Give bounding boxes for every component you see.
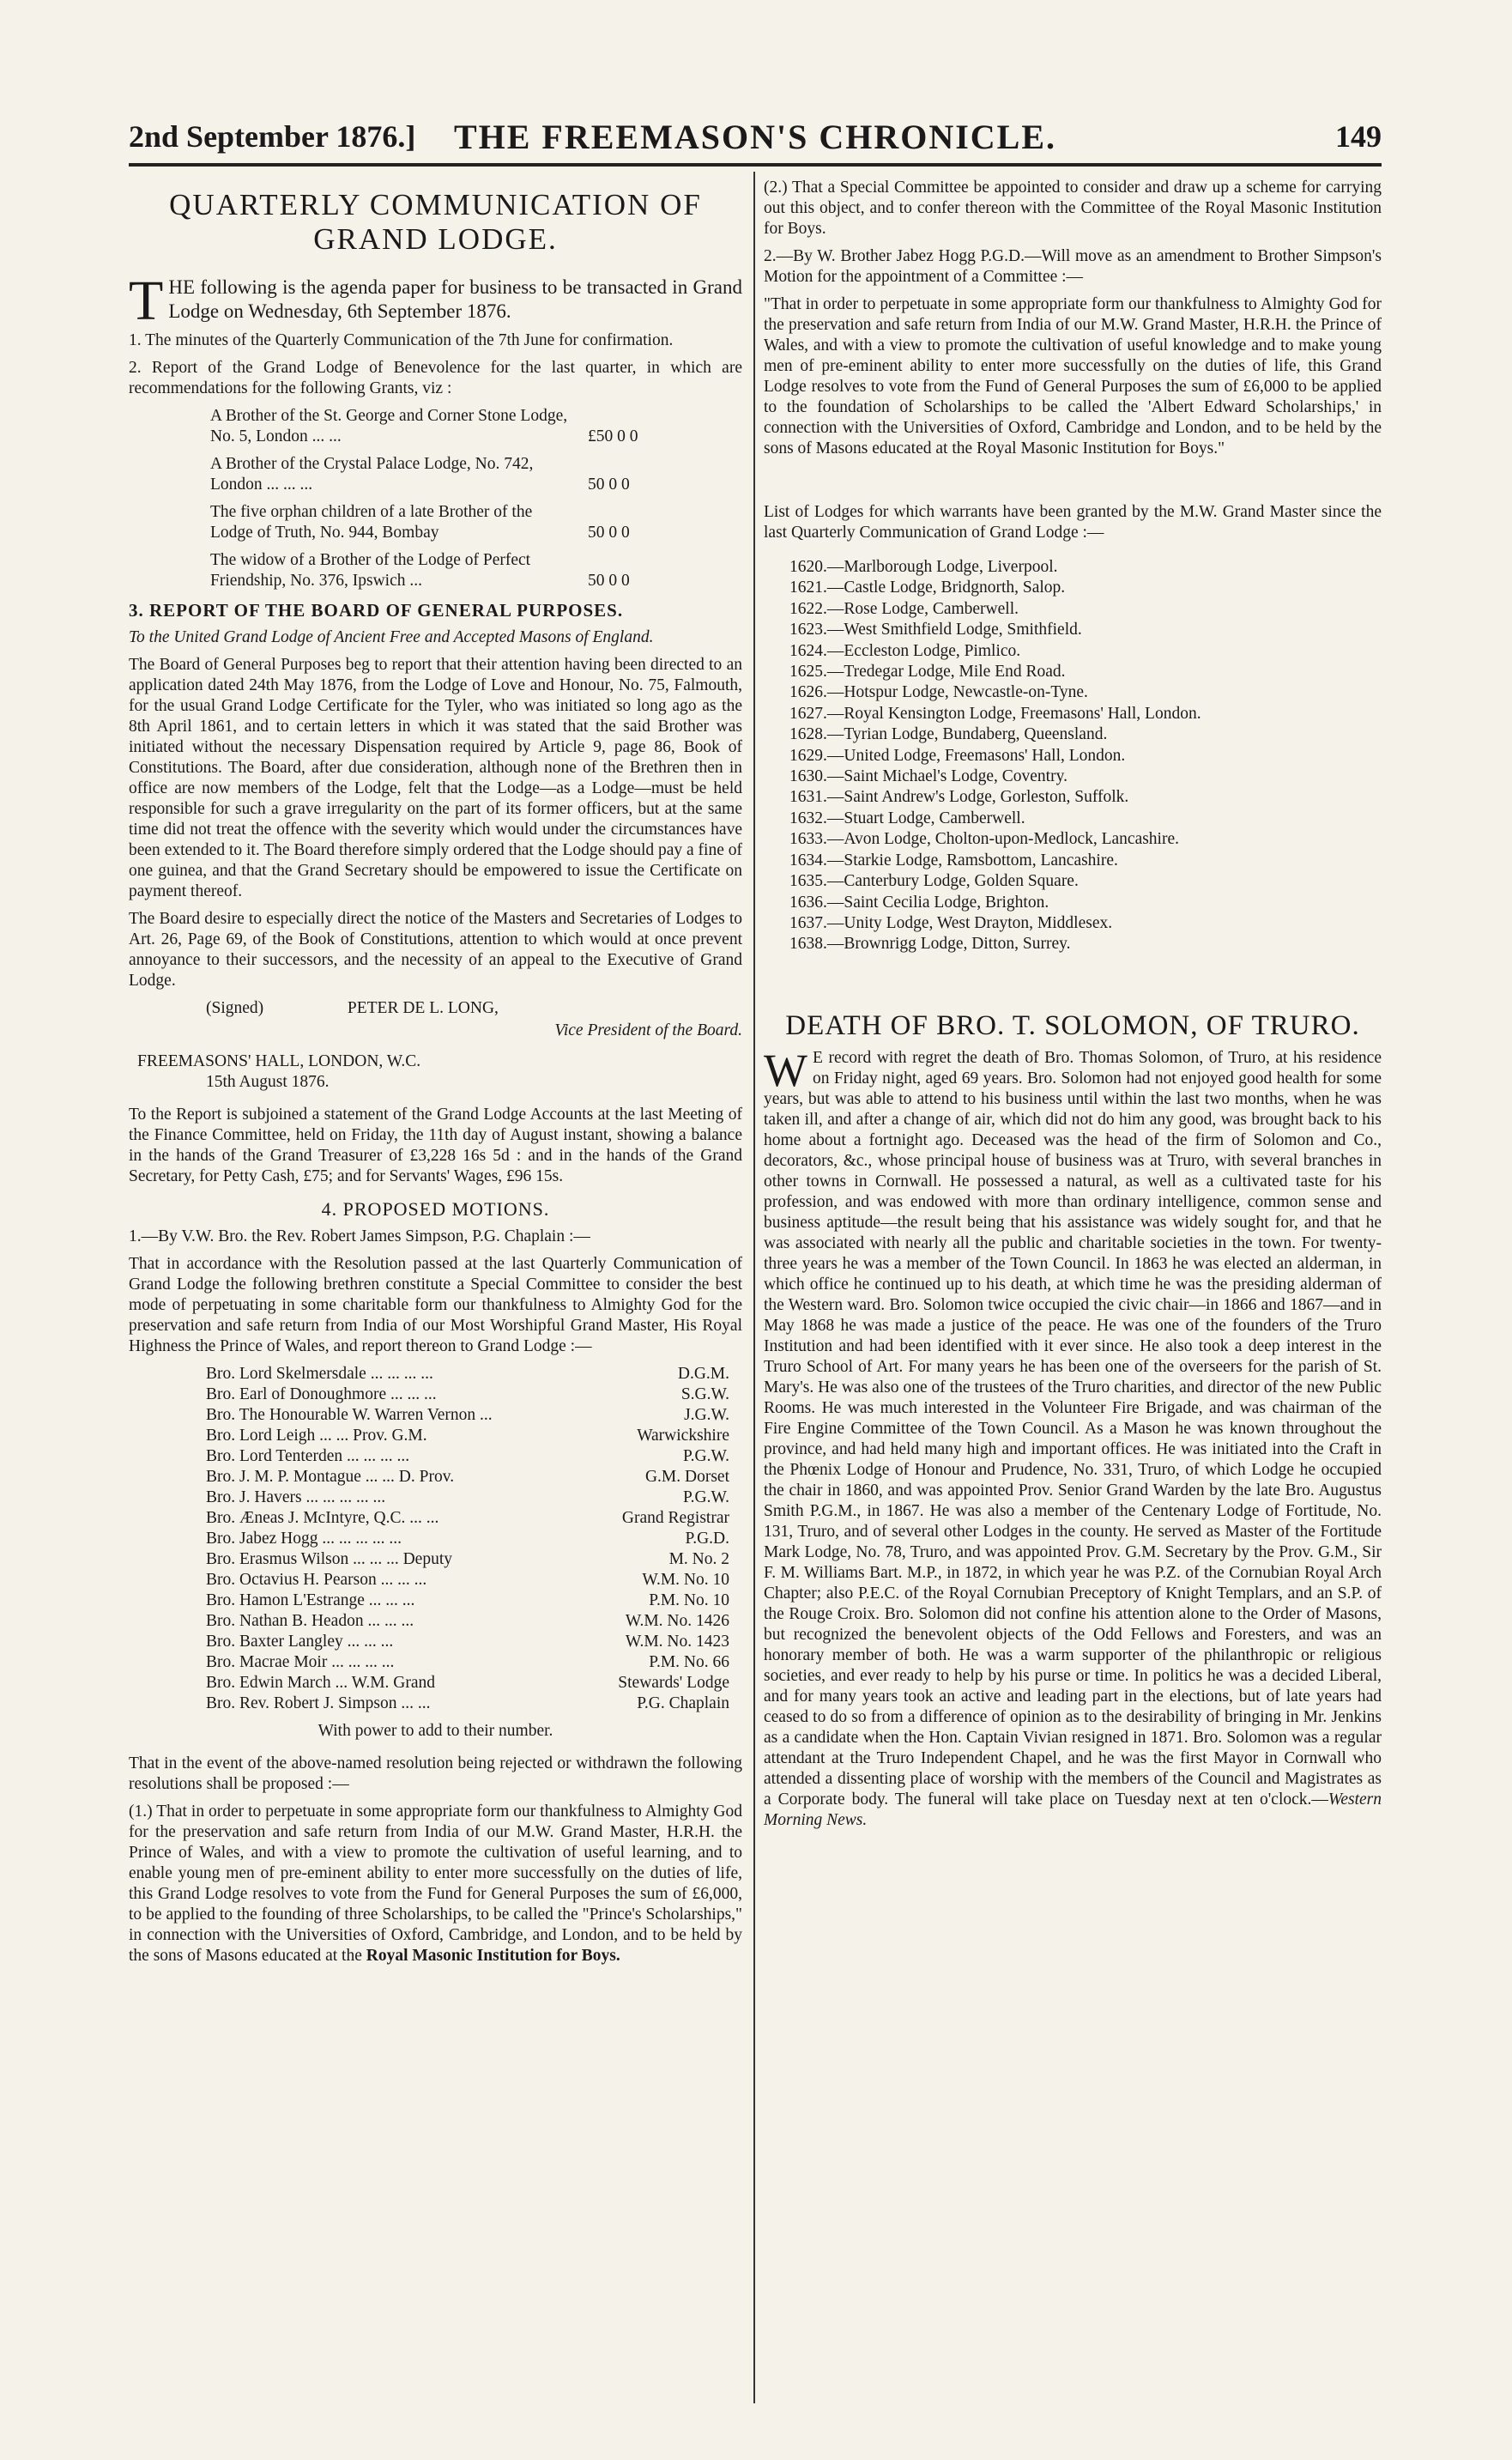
alternative-resolution-1 bbox=[129, 1802, 742, 1966]
committee-member bbox=[206, 1488, 742, 1508]
lodge-entry: 1624.—Eccleston Lodge, Pimlico. bbox=[789, 641, 1021, 660]
hall-date: 15th August 1876. bbox=[206, 1073, 330, 1091]
section-heading-motions: 4. PROPOSED MOTIONS. bbox=[321, 1198, 550, 1220]
committee-member bbox=[206, 1673, 742, 1694]
member-name: Bro. Hamon L'Estrange ... ... ... bbox=[206, 1591, 415, 1609]
lodge-entry: 1632.—Stuart Lodge, Camberwell. bbox=[789, 809, 1025, 827]
committee-member bbox=[206, 1529, 742, 1549]
lodge-entry: 1627.—Royal Kensington Lodge, Freemasons' Hall, London. bbox=[789, 704, 1201, 723]
report-paragraph-3: To the Report is subjoined a statement of the Grand Lodge Accounts at the last Meeting of the Finance Committee, held on Friday, the 11th day of August instant, showing a balance in the hands of the Grand Treasurer of £3,228 16s 5d : and in the hands of the Grand Secretary, for Petty Cash, £75; and for Servants' Wages, £96 15s. bbox=[129, 1106, 742, 1185]
grant-amount: £50 0 0 bbox=[588, 427, 638, 445]
lodge-entry: 1631.—Saint Andrew's Lodge, Gorleston, Suffolk. bbox=[789, 788, 1129, 807]
lodge-entry: 1628.—Tyrian Lodge, Bundaberg, Queensland. bbox=[789, 725, 1108, 744]
committee-list bbox=[206, 1364, 742, 1714]
lodge-entry: 1635.—Canterbury Lodge, Golden Square. bbox=[789, 872, 1079, 891]
lodge-entry: 1638.—Brownrigg Lodge, Ditton, Surrey. bbox=[789, 935, 1071, 954]
masthead bbox=[129, 112, 1382, 163]
lodge-entry: 1637.—Unity Lodge, West Drayton, Middlesex. bbox=[789, 913, 1113, 932]
signed-name: PETER DE L. LONG, bbox=[347, 999, 499, 1017]
lodge-entry: 1629.—United Lodge, Freemasons' Hall, London. bbox=[789, 746, 1126, 765]
committee-member bbox=[206, 1508, 742, 1529]
signed-title: Vice President of the Board. bbox=[554, 1021, 742, 1039]
grant-amount: 50 0 0 bbox=[588, 572, 630, 590]
page-number: 149 bbox=[1335, 119, 1382, 154]
grant-description: The widow of a Brother of the Lodge of Perfect Friendship, No. 376, Ipswich ... bbox=[210, 551, 531, 590]
lodge-entry: 1633.—Avon Lodge, Cholton-upon-Medlock, Lancashire. bbox=[789, 830, 1180, 849]
report-paragraph-1: The Board of General Purposes beg to report that their attention having been directed to an application dated 24th May 1876, from the Lodge of Love and Honour, No. 75, Falmouth, for the usual Grand Lodge Certificate for the Tyler, who was initiated so long ago as the 8th April 1861, and to certain letters in which it was stated that the said Brother was initiated without the necessary Dispensation required by Article 9, page 86, Book of Constitutions. The Board, after due consideration, although none of the Brethren then in office are now members of the Lodge, felt that the Lodge—as a Lodge—must be held responsible for such a grave irregularity on the part of its former officers, but at the same time did not treat the offence with the severity which would under the circumstances have been extended to it. The Board therefore simply ordered that the Lodge should pay a fine of one guinea, and that the Grand Secretary should be empowered to issue the Certificate on payment thereof. bbox=[129, 656, 742, 900]
lodge-entry: 1625.—Tredegar Lodge, Mile End Road. bbox=[789, 663, 1066, 682]
motion-1: 1.—By V.W. Bro. the Rev. Robert James Simpson, P.G. Chaplain :— bbox=[129, 1227, 590, 1245]
intro-text: HE following is the agenda paper for business to be transacted in Grand Lodge on Wednesday, 6th September 1876. bbox=[168, 276, 742, 322]
committee-member bbox=[206, 1549, 742, 1570]
lodge-entry: 1621.—Castle Lodge, Bridgnorth, Salop. bbox=[789, 579, 1066, 597]
member-name: Bro. Macrae Moir ... ... ... ... bbox=[206, 1653, 395, 1671]
issue-date: 2nd September 1876.] bbox=[129, 119, 416, 154]
member-office: M. No. 2 bbox=[668, 1550, 729, 1568]
member-name: Bro. Erasmus Wilson ... ... ... Deputy bbox=[206, 1550, 453, 1568]
member-office: P.M. No. 66 bbox=[649, 1653, 729, 1671]
obituary-dropcap: W bbox=[764, 1044, 807, 1096]
report-paragraph-2: The Board desire to especially direct the notice of the Masters and Secretaries of Lodges to Art. 26, Page 69, of the Book of Constitutions, attention to which would at once prevent annoyance to their successors, and the necessity of an appeal to the Executive of Grand Lodge. bbox=[129, 910, 742, 990]
committee-member bbox=[206, 1446, 742, 1467]
lodge-entry: 1636.—Saint Cecilia Lodge, Brighton. bbox=[789, 893, 1049, 912]
member-office: W.M. No. 1423 bbox=[625, 1633, 729, 1651]
member-office: P.M. No. 10 bbox=[649, 1591, 729, 1609]
resolution-1-text: (1.) That in order to perpetuate in some appropriate form our thankfulness to Almighty God for the preservation and safe return from India of our M.W. Grand Master, H.R.H. the Prince of Wales, and with a view to promote the cultivation of useful learning, and to enable young men of pre-eminent ability to enter more successfully on the duties of life, this Grand Lodge resolves to vote from the Fund for General Purposes the sum of £6,000, to be applied to the founding of three Scholarships, to be called the "Prince's Scholarships," in connection with the Universities of Oxford, Cambridge, and London, and to be held by the sons of Masons educated at the bbox=[129, 1803, 742, 1965]
committee-member bbox=[206, 1385, 742, 1405]
member-name: Bro. The Honourable W. Warren Vernon ... bbox=[206, 1406, 493, 1424]
agenda-item-1: 1. The minutes of the Quarterly Communication of the 7th June for confirmation. bbox=[129, 331, 674, 349]
with-power-note: With power to add to their number. bbox=[318, 1722, 553, 1740]
section-heading-report: 3. REPORT OF THE BOARD OF GENERAL PURPOSES. bbox=[129, 600, 624, 621]
lodge-entry: 1630.—Saint Michael's Lodge, Coventry. bbox=[789, 767, 1067, 786]
member-name: Bro. Edwin March ... W.M. Grand bbox=[206, 1674, 436, 1692]
motion-2: 2.—By W. Brother Jabez Hogg P.G.D.—Will move as an amendment to Brother Simpson's Motion for the appointment of a Committee :— bbox=[764, 247, 1382, 286]
masthead-rule bbox=[129, 163, 1382, 167]
motion-2-body: "That in order to perpetuate in some appropriate form our thankfulness to Almighty God for the preservation and safe return from India of our M.W. Grand Master, H.R.H. the Prince of Wales, and with a view to promote the cultivation of useful knowledge and to make young men of pre-eminent ability to enter more successfully on the duties of life, this Grand Lodge resolves to vote from the Fund of General Purposes the sum of £6,000 to be applied to the foundation of Scholarships to be called the 'Albert Edward Scholarships,' in connection with the Universities of Oxford, Cambridge and London, and to be held by the sons of Masons educated at the Royal Masonic Institution for Boys." bbox=[764, 295, 1382, 457]
obituary-body bbox=[764, 1044, 1382, 1831]
grant-description: A Brother of the Crystal Palace Lodge, No. 742, London ... ... ... bbox=[210, 455, 534, 494]
alternative-intro: That in the event of the above-named resolution being rejected or withdrawn the following resolutions shall be proposed :— bbox=[129, 1754, 742, 1793]
member-name: Bro. J. Havers ... ... ... ... ... bbox=[206, 1488, 386, 1506]
member-office: W.M. No. 1426 bbox=[625, 1612, 729, 1630]
alternative-resolution-2: (2.) That a Special Committee be appointed to consider and draw up a scheme for carrying out this object, and to confer thereon with the Committee of the Royal Masonic Institution for Boys. bbox=[764, 179, 1382, 238]
right-column bbox=[764, 176, 1382, 1838]
heading-line-2: GRAND LODGE. bbox=[313, 222, 558, 256]
column-divider bbox=[753, 172, 755, 2403]
signature-line bbox=[129, 998, 742, 1019]
member-office: P.G.D. bbox=[685, 1530, 729, 1548]
committee-member bbox=[206, 1694, 742, 1714]
lodge-entry: 1623.—West Smithfield Lodge, Smithfield. bbox=[789, 621, 1082, 639]
dropcap: T bbox=[129, 270, 164, 332]
member-name: Bro. Æneas J. McIntyre, Q.C. ... ... bbox=[206, 1509, 439, 1527]
article-heading-grand-lodge bbox=[129, 188, 742, 257]
left-column bbox=[129, 176, 742, 1973]
grant-amount: 50 0 0 bbox=[588, 476, 630, 494]
grant-row bbox=[129, 454, 742, 495]
heading-line-1: QUARTERLY COMMUNICATION OF bbox=[169, 188, 702, 221]
member-name: Bro. Earl of Donoughmore ... ... ... bbox=[206, 1385, 437, 1403]
member-office: J.G.W. bbox=[684, 1406, 729, 1424]
member-name: Bro. Lord Leigh ... ... Prov. G.M. bbox=[206, 1427, 427, 1445]
motion-1-body: That in accordance with the Resolution passed at the last Quarterly Communication of Grand Lodge the following brethren constitute a Special Committee to consider the best mode of perpetuating in some charitable form our thankfulness to Almighty God for the preservation and safe return from India of our Most Worshipful Grand Master, His Royal Highness the Prince of Wales, and report thereon to Grand Lodge :— bbox=[129, 1255, 742, 1355]
committee-member bbox=[206, 1364, 742, 1385]
member-office: P.G.W. bbox=[682, 1488, 729, 1506]
grant-amount: 50 0 0 bbox=[588, 524, 630, 542]
grant-description: The five orphan children of a late Brother of the Lodge of Truth, No. 944, Bombay bbox=[210, 503, 533, 542]
member-name: Bro. Jabez Hogg ... ... ... ... ... bbox=[206, 1530, 402, 1548]
signed-label: (Signed) bbox=[206, 999, 264, 1017]
article-heading-obituary: DEATH OF BRO. T. SOLOMON, OF TRURO. bbox=[785, 1009, 1360, 1041]
grant-description: A Brother of the St. George and Corner Stone Lodge, No. 5, London ... ... bbox=[210, 407, 568, 445]
member-name: Bro. Lord Skelmersdale ... ... ... ... bbox=[206, 1365, 433, 1383]
committee-member bbox=[206, 1632, 742, 1652]
member-name: Bro. Lord Tenterden ... ... ... ... bbox=[206, 1447, 410, 1465]
member-office: P.G.W. bbox=[682, 1447, 729, 1465]
member-name: Bro. Nathan B. Headon ... ... ... bbox=[206, 1612, 414, 1630]
member-name: Bro. J. M. P. Montague ... ... D. Prov. bbox=[206, 1468, 455, 1486]
lodge-entry: 1634.—Starkie Lodge, Ramsbottom, Lancashire. bbox=[789, 851, 1118, 869]
committee-member bbox=[206, 1611, 742, 1632]
publication-title: THE FREEMASON'S CHRONICLE. bbox=[453, 118, 1057, 156]
member-name: Bro. Rev. Robert J. Simpson ... ... bbox=[206, 1694, 431, 1712]
member-name: Bro. Octavius H. Pearson ... ... ... bbox=[206, 1571, 427, 1589]
committee-member bbox=[206, 1652, 742, 1673]
obituary-source: Western Morning News. bbox=[764, 1790, 1382, 1829]
member-office: Warwickshire bbox=[637, 1427, 729, 1445]
member-office: G.M. Dorset bbox=[644, 1468, 729, 1486]
obituary-text: E record with regret the death of Bro. Thomas Solomon, of Truro, at his residence on Friday night, aged 69 years. Bro. Solomon had not enjoyed good health for some years, but was able to attend to his business until within the last two months, when he was taken ill, and after a change of air, which did not do him any good, was brought back to his home about a fortnight ago. Deceased was the head of the firm of Solomon and Co., decorators, &c., whose principal house of business was at Truro, with several branches in other towns in Cornwall. He possessed a natural, as well as a cultivated taste for his profession, and was endowed with more than ordinary intelligence, common sense and business aptitude—the result being that his assistance was widely sought for, and that he was associated with nearly all the public and charitable societies in the town. For twenty-three years he was a member of the Town Council. In 1863 he was elected an alderman, in which office he continued up to his death, at which time he was the presiding alderman of the Western ward. Bro. Solomon twice occupied the civic chair—in 1866 and 1867—and in May 1868 he was made a justice of the peace. He was one of the founders of the Truro Institution and had been identified with it ever since. He also took a deep interest in the Truro School of Art. For many years he has been one of the overseers for the parish of St. Mary's. He was also one of the trustees of the Truro charities, and director of the new Public Rooms. He was much interested in the Volunteer Fire Brigade, and was chairman of the Fire Engine Committee of the Town Council. As a Mason he was known throughout the province, and had held many high and important offices. He was initiated into the Craft in the Phœnix Lodge of Honour and Prudence, No. 331, Truro, of which Lodge he occupied the chair in 1860, and was appointed Prov. Senior Grand Warden by the late Bro. Augustus Smith P.G.M., in 1867. He was also a member of the Centenary Lodge of Fortitude, No. 131, Truro, and of several other Lodges in the county. He served as Master of the Fortitude Mark Lodge, No. 78, Truro, and was appointed Prov. G.M. Secretary by the Prov. G.M., Sir F. M. Williams Bart. M.P., in 1872, in which year he was P.Z. of the Cornubian Royal Arch Chapter; also P.E.C. of the Royal Cornubian Preceptory of Knight Templars, and an S.P. of the Rouge Croix. Bro. Solomon did not confine his attention alone to the Order of Masons, but recognized the benevolent objects of the Odd Fellows and Foresters, and was an honorary member of both. He was a warm supporter of the philanthropic or religious societies, and ever ready to help by his purse or time. In politics he was a decided Liberal, and for many years took an active and leading part in the elections, but of late years had ceased to do so from a difference of opinion as to the desirability of bringing in Mr. Jenkins as a candidate when the Hon. Captain Vivian resigned in 1871. Bro. Solomon was a regular attendant at the Truro Independent Chapel, and he was the first Mayor in Cornwall who attended a dissenting place of worship with the members of the Council and Magistrates as a Corporate body. The funeral will take place on Tuesday next at ten o'clock.— bbox=[764, 1048, 1382, 1809]
resolution-1-end: Royal Masonic Institution for Boys. bbox=[366, 1947, 620, 1965]
committee-member bbox=[206, 1591, 742, 1611]
member-office: Stewards' Lodge bbox=[618, 1674, 729, 1692]
lodge-entry: 1626.—Hotspur Lodge, Newcastle-on-Tyne. bbox=[789, 683, 1088, 702]
member-office: P.G. Chaplain bbox=[637, 1694, 729, 1712]
intro-paragraph bbox=[129, 270, 742, 332]
member-office: S.G.W. bbox=[680, 1385, 729, 1403]
lodge-entry: 1620.—Marlborough Lodge, Liverpool. bbox=[789, 558, 1058, 576]
committee-member bbox=[206, 1405, 742, 1426]
member-office: D.G.M. bbox=[677, 1365, 729, 1383]
committee-member bbox=[206, 1467, 742, 1488]
report-address: To the United Grand Lodge of Ancient Free and Accepted Masons of England. bbox=[129, 628, 654, 646]
lodge-entry: 1622.—Rose Lodge, Camberwell. bbox=[789, 599, 1019, 618]
agenda-item-2: 2. Report of the Grand Lodge of Benevolence for the last quarter, in which are recommendations for the following Grants, viz : bbox=[129, 359, 742, 397]
member-name: Bro. Baxter Langley ... ... ... bbox=[206, 1633, 394, 1651]
grant-row bbox=[129, 406, 742, 447]
member-office: Grand Registrar bbox=[621, 1509, 729, 1527]
grant-row bbox=[129, 502, 742, 543]
committee-member bbox=[206, 1570, 742, 1591]
grant-row bbox=[129, 550, 742, 591]
warrants-intro: List of Lodges for which warrants have been granted by the M.W. Grand Master since the last Quarterly Communication of Grand Lodge :— bbox=[764, 503, 1382, 542]
hall-address: FREEMASONS' HALL, LONDON, W.C. bbox=[137, 1052, 421, 1070]
member-office: W.M. No. 10 bbox=[642, 1571, 729, 1589]
new-lodges-list bbox=[789, 557, 1382, 955]
committee-member bbox=[206, 1426, 742, 1446]
